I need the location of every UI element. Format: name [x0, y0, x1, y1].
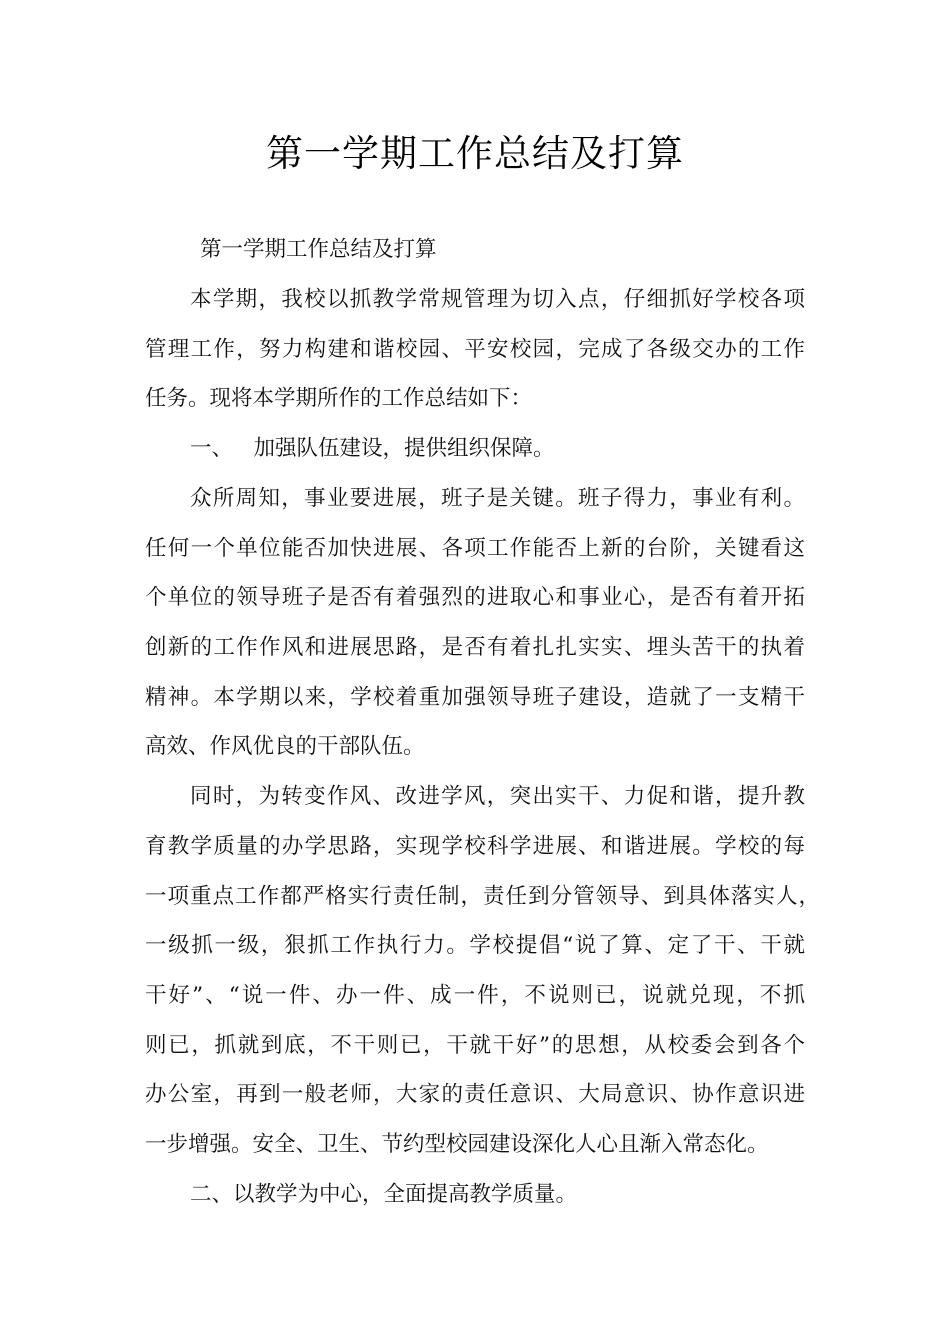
paragraph-line: 同时，为转变作风、改进学风，突出实干、力促和谐，提升教 — [190, 784, 805, 809]
paragraph-line: 办公室，再到一般老师，大家的责任意识、大局意识、协作意识进 — [145, 1082, 805, 1107]
paragraph-line: 任务。现将本学期所作的工作总结如下： — [145, 386, 533, 411]
paragraph-line: 高效、作风优良的干部队伍。 — [145, 734, 425, 759]
paragraph-line: 个单位的领导班子是否有着强烈的进取心和事业心，是否有着开拓 — [145, 585, 805, 610]
paragraph-line: 一项重点工作都严格实行责任制，责任到分管领导、到具体落实人， — [145, 884, 820, 909]
paragraph-line: 则已，抓就到底，不干则已，干就干好”的思想，从校委会到各个 — [145, 1033, 805, 1058]
paragraph-line: 育教学质量的办学思路，实现学校科学进展、和谐进展。学校的每 — [145, 834, 805, 859]
paragraph-line: 本学期，我校以抓教学常规管理为切入点，仔细抓好学校各项 — [190, 287, 805, 312]
paragraph-line: 创新的工作作风和进展思路，是否有着扎扎实实、埋头苦干的执着 — [145, 635, 805, 660]
paragraph-line: 管理工作，努力构建和谐校园、平安校园，完成了各级交办的工作 — [145, 337, 805, 362]
section-heading: 二、以教学为中心，全面提高教学质量。 — [190, 1182, 578, 1207]
paragraph-line: 众所周知，事业要进展，班子是关键。班子得力，事业有利。 — [190, 486, 805, 511]
paragraph-line: 精神。本学期以来，学校着重加强领导班子建设，造就了一支精干 — [145, 685, 805, 710]
document-subtitle: 第一学期工作总结及打算 — [200, 237, 437, 262]
paragraph-line: 一级抓一级，狠抓工作执行力。学校提倡“说了算、定了干、干就 — [145, 933, 805, 958]
paragraph-line: 干好”、“说一件、办一件、成一件，不说则已，说就兑现，不抓 — [145, 983, 805, 1008]
section-heading: 一、 加强队伍建设，提供组织保障。 — [190, 436, 555, 461]
paragraph-line: 任何一个单位能否加快进展、各项工作能否上新的台阶，关键看这 — [145, 536, 805, 561]
document-title: 第一学期工作总结及打算 — [266, 132, 684, 175]
paragraph-line: 一步增强。安全、卫生、节约型校园建设深化人心且渐入常态化。 — [145, 1132, 769, 1157]
